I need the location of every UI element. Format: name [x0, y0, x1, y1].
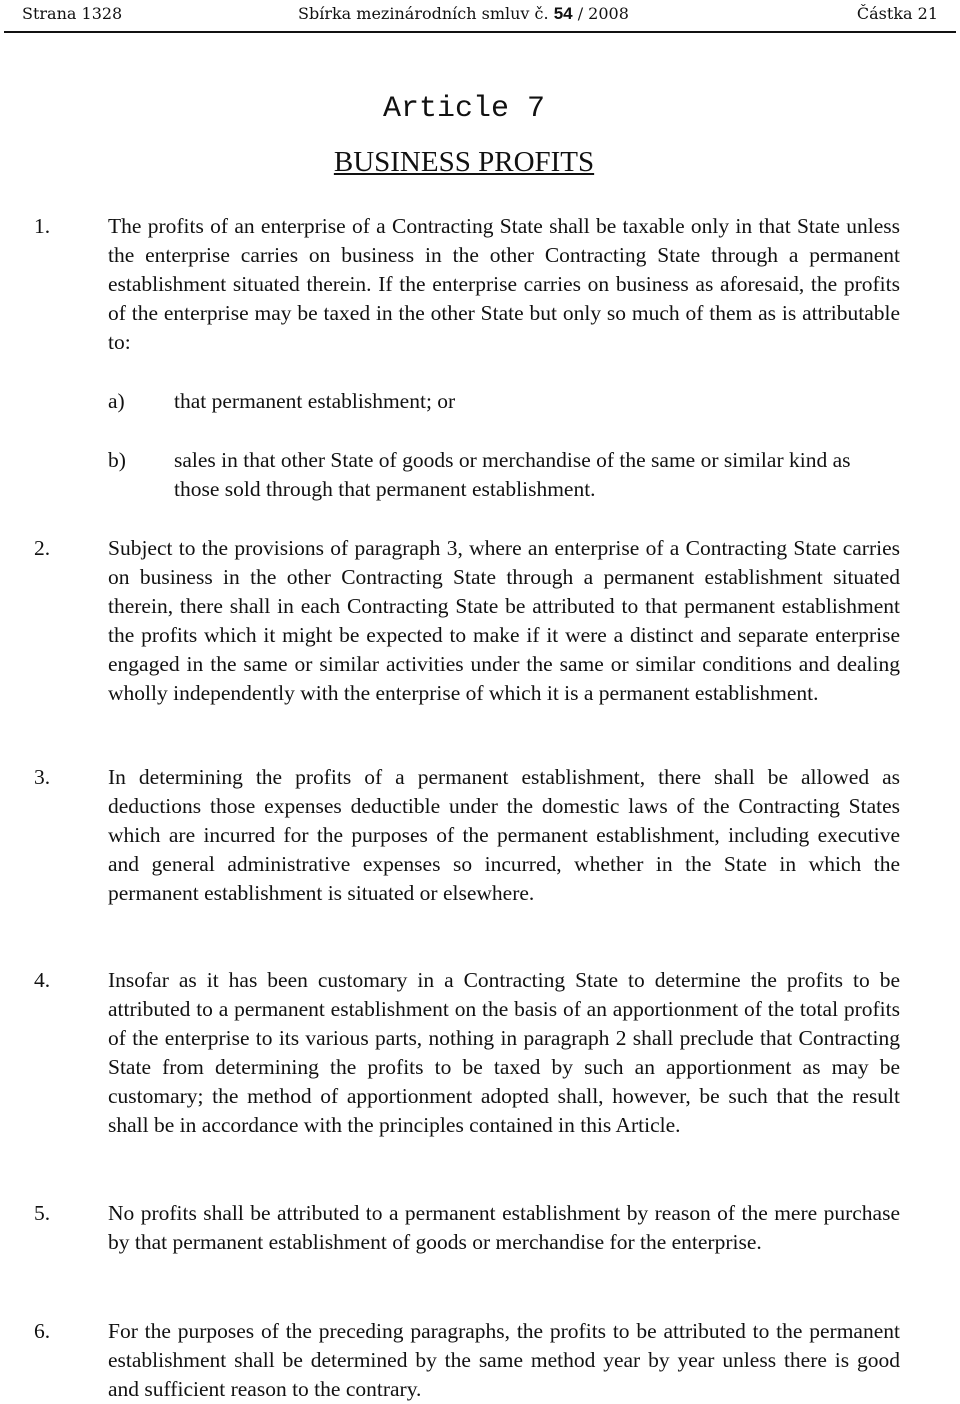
part-number: Částka 21 — [856, 4, 938, 23]
paragraph-number: 1. — [34, 214, 51, 238]
header-rule — [4, 31, 956, 33]
paragraph-text: No profits shall be attributed to a permanent establishment by reason of the mere purchase by that permanent establishment of goods or merchandise for the enterprise. — [108, 1201, 900, 1254]
running-header — [22, 4, 938, 28]
item-text: sales in that other State of goods or merchandise of the same or similar kind as those sold through that permanent establishment. — [174, 448, 851, 501]
paragraph-number: 5. — [34, 1201, 51, 1225]
paragraph-text: The profits of an enterprise of a Contracting State shall be taxable only in that State unless the enterprise carries on business in the other Contracting State through a permanent establishment situated therein. If the enterprise carries on business as aforesaid, the profits of the enterprise may be taxed in the other State but only so much of them as is attributable to: — [108, 214, 900, 354]
paragraph-text: Subject to the provisions of paragraph 3, where an enterprise of a Contracting State carries on business in the other Contracting State through a permanent establishment situated therein, there shall in each Contracting State be attributed to that permanent establishment the profits which it might be expected to make if it were a distinct and separate enterprise engaged in the same or similar activities under the same or similar conditions and dealing wholly independently with the enterprise of which it is a permanent establishment. — [108, 536, 900, 705]
paragraph-number: 6. — [34, 1319, 51, 1343]
article-heading: BUSINESS PROFITS — [333, 146, 595, 178]
collection-name: Sbírka mezinárodních smluv č. — [298, 4, 554, 23]
paragraph-text: In determining the profits of a permanent establishment, there shall be allowed as deductions those expenses deductible under the domestic laws of the Contracting States which are incurred for the purposes of the permanent establishment, including executive and general administrative expenses so incurred, whether in the State in which the permanent establishment is situated or elsewhere. — [108, 765, 900, 905]
page-number: Strana 1328 — [22, 4, 123, 23]
item-text: that permanent establishment; or — [174, 389, 456, 413]
item-label: b) — [108, 448, 126, 472]
issue-number: 54 — [553, 4, 573, 23]
paragraph-text: Insofar as it has been customary in a Contracting State to determine the profits to be attributed to a permanent establishment on the basis of an apportionment of the total profits of the enterprise to its various parts, nothing in paragraph 2 shall preclude that Contracting State from determining the profits to be taxed by such an apportionment as may be customary; the method of apportionment adopted shall, however, be such that the result shall be in accordance with the principles contained in this Article. — [108, 968, 900, 1137]
paragraph-number: 2. — [34, 536, 51, 560]
collection-title — [298, 4, 629, 24]
paragraph-number: 4. — [34, 968, 51, 992]
item-label: a) — [108, 389, 125, 413]
issue-year: / 2008 — [572, 4, 629, 23]
paragraph-text: For the purposes of the preceding paragraphs, the profits to be attributed to the permanent establishment shall be determined by the same method year by year unless there is good and sufficient reason to the contrary. — [108, 1319, 900, 1401]
paragraph-number: 3. — [34, 765, 51, 789]
article-title: Article 7 — [382, 92, 546, 126]
